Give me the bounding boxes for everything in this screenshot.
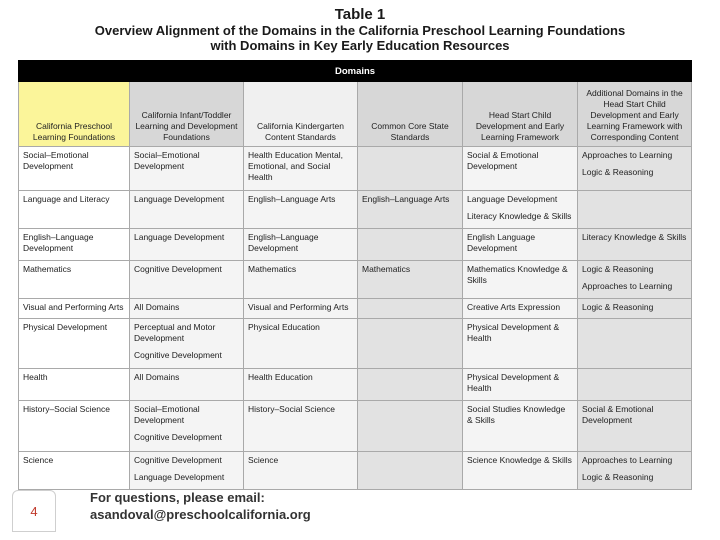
cell-entry: Language Development (134, 193, 225, 204)
cell-entry: Logic & Reasoning (582, 167, 654, 177)
cell-entry: Cognitive Development (134, 263, 222, 274)
cell-entry: Approaches to Learning (582, 150, 673, 160)
column-header: Common Core State Standards (358, 82, 463, 147)
table-cell (578, 451, 692, 489)
cell-entry: Mathematics (362, 263, 411, 274)
cell-entry: History–Social Science (248, 404, 335, 415)
cell-entry: Social & Emotional Development (582, 404, 654, 426)
column-header: California Kindergarten Content Standards (244, 82, 358, 147)
cell-entry: English–Language Arts (362, 193, 450, 204)
cell-entry: Cognitive Development (134, 432, 222, 443)
table-cell (19, 451, 130, 489)
table-cell (130, 190, 244, 228)
table-row (19, 369, 692, 401)
table-cell (244, 401, 358, 451)
table-row (19, 299, 692, 319)
table-cell (578, 401, 692, 451)
table-cell (19, 229, 130, 261)
cell-entry: Literacy Knowledge & Skills (582, 232, 687, 243)
table-cell (358, 369, 463, 401)
domains-table (18, 60, 692, 490)
cell-entry: English Language Development (467, 232, 536, 254)
table-cell (130, 229, 244, 261)
table-cell (578, 319, 692, 369)
cell-entry: Literacy Knowledge & Skills (467, 210, 572, 221)
table-cell (244, 229, 358, 261)
table-cell (463, 147, 578, 191)
table-cell (244, 147, 358, 191)
cell-entry: Logic & Reasoning (582, 263, 654, 274)
table-cell (244, 451, 358, 489)
cell-entry: Health (23, 372, 48, 383)
cell-entry: Physical Development & Health (467, 322, 560, 343)
cell-entry: Language Development (134, 232, 225, 243)
table-cell (19, 369, 130, 401)
cell-entry: Science Knowledge & Skills (467, 454, 572, 465)
cell-entry: All Domains (134, 302, 180, 313)
table-cell (244, 299, 358, 319)
table-cell (463, 369, 578, 401)
table-cell (463, 451, 578, 489)
table-cell (578, 369, 692, 401)
table-row (19, 401, 692, 451)
table-cell (578, 299, 692, 319)
table-cell (358, 260, 463, 298)
table-cell (130, 401, 244, 451)
table-row (19, 229, 692, 261)
table-cell (358, 147, 463, 191)
cell-entry: English–Language Development (23, 232, 94, 254)
table-cell (130, 260, 244, 298)
table-cell (578, 229, 692, 261)
cell-entry: Physical Education (248, 322, 320, 332)
column-header: California Infant/Toddler Learning and Development Foundations (130, 82, 244, 147)
table-cell (19, 401, 130, 451)
cell-entry: English–Language Development (248, 232, 319, 254)
table-cell (130, 319, 244, 369)
table-cell (463, 260, 578, 298)
cell-entry: Perceptual and Motor Development (134, 322, 216, 343)
table-cell (578, 260, 692, 298)
table-cell (358, 229, 463, 261)
table-cell (19, 299, 130, 319)
cell-entry: Social–Emotional Development (134, 404, 200, 426)
cell-entry: English–Language Arts (248, 193, 336, 204)
table-row (19, 451, 692, 489)
table-cell (130, 451, 244, 489)
table-cell (463, 319, 578, 369)
cell-entry: Visual and Performing Arts (248, 302, 349, 313)
table-cell (578, 147, 692, 191)
cell-entry: Social Studies Knowledge & Skills (467, 404, 566, 426)
contact-email[interactable]: asandoval@preschoolcalifornia.org (90, 507, 311, 522)
cell-entry: Logic & Reasoning (582, 302, 654, 313)
table-cell (244, 319, 358, 369)
table-cell (578, 190, 692, 228)
cell-entry: Cognitive Development (134, 350, 222, 360)
table-cell (463, 229, 578, 261)
table-cell (130, 299, 244, 319)
column-header-row (19, 82, 692, 147)
cell-entry: Language Development (134, 471, 225, 482)
cell-entry: All Domains (134, 372, 180, 383)
cell-entry: Health Education Mental, Emotional, and Social Health (248, 150, 343, 182)
table-row (19, 190, 692, 228)
contact-label: For questions, please email: (90, 490, 265, 505)
table-row (19, 260, 692, 298)
table-title: Overview Alignment of the Domains in the California Preschool Learning Foundations (94, 23, 626, 38)
cell-entry: Social–Emotional Development (23, 150, 89, 171)
table-subtitle: with Domains in Key Early Education Resources (210, 38, 510, 53)
domains-banner: Domains (19, 61, 692, 82)
table-cell (463, 190, 578, 228)
cell-entry: Health Education (248, 372, 313, 383)
cell-entry: Physical Development & Health (467, 372, 560, 394)
cell-entry: Social & Emotional Development (467, 150, 539, 171)
contact-footer (90, 489, 311, 523)
table-cell (19, 190, 130, 228)
table-cell (130, 147, 244, 191)
table-cell (244, 190, 358, 228)
table-cell (244, 369, 358, 401)
table-cell (358, 190, 463, 228)
column-header: California Preschool Learning Foundations (19, 82, 130, 147)
table-cell (358, 451, 463, 489)
table-cell (463, 401, 578, 451)
page-number: 4 (12, 490, 56, 532)
cell-entry: Social–Emotional Development (134, 150, 200, 171)
cell-entry: Physical Development (23, 322, 108, 332)
table-cell (463, 299, 578, 319)
cell-entry: Approaches to Learning (582, 454, 673, 465)
table-cell (244, 260, 358, 298)
table-cell (358, 299, 463, 319)
cell-entry: History–Social Science (23, 404, 110, 415)
cell-entry: Language Development (467, 193, 558, 204)
table-cell (358, 319, 463, 369)
column-header: Additional Domains in the Head Start Child Development and Early Learning Framework with Corresponding Content (578, 82, 692, 147)
table-cell (358, 401, 463, 451)
cell-entry: Cognitive Development (134, 454, 222, 465)
cell-entry: Visual and Performing Arts (23, 302, 124, 313)
cell-entry: Mathematics (23, 263, 72, 274)
cell-entry: Logic & Reasoning (582, 471, 654, 482)
table-cell (130, 369, 244, 401)
cell-entry: Language and Literacy (23, 193, 110, 204)
table-cell (19, 319, 130, 369)
table-row (19, 147, 692, 191)
cell-entry: Approaches to Learning (582, 280, 673, 291)
cell-entry: Creative Arts Expression (467, 302, 561, 313)
table-number: Table 1 (334, 6, 386, 23)
table-cell (19, 147, 130, 191)
table-cell (19, 260, 130, 298)
cell-entry: Science (248, 454, 279, 465)
cell-entry: Science (23, 454, 54, 465)
table-row (19, 319, 692, 369)
cell-entry: Mathematics Knowledge & Skills (467, 263, 568, 285)
cell-entry: Mathematics (248, 263, 297, 274)
column-header: Head Start Child Development and Early Learning Framework (463, 82, 578, 147)
